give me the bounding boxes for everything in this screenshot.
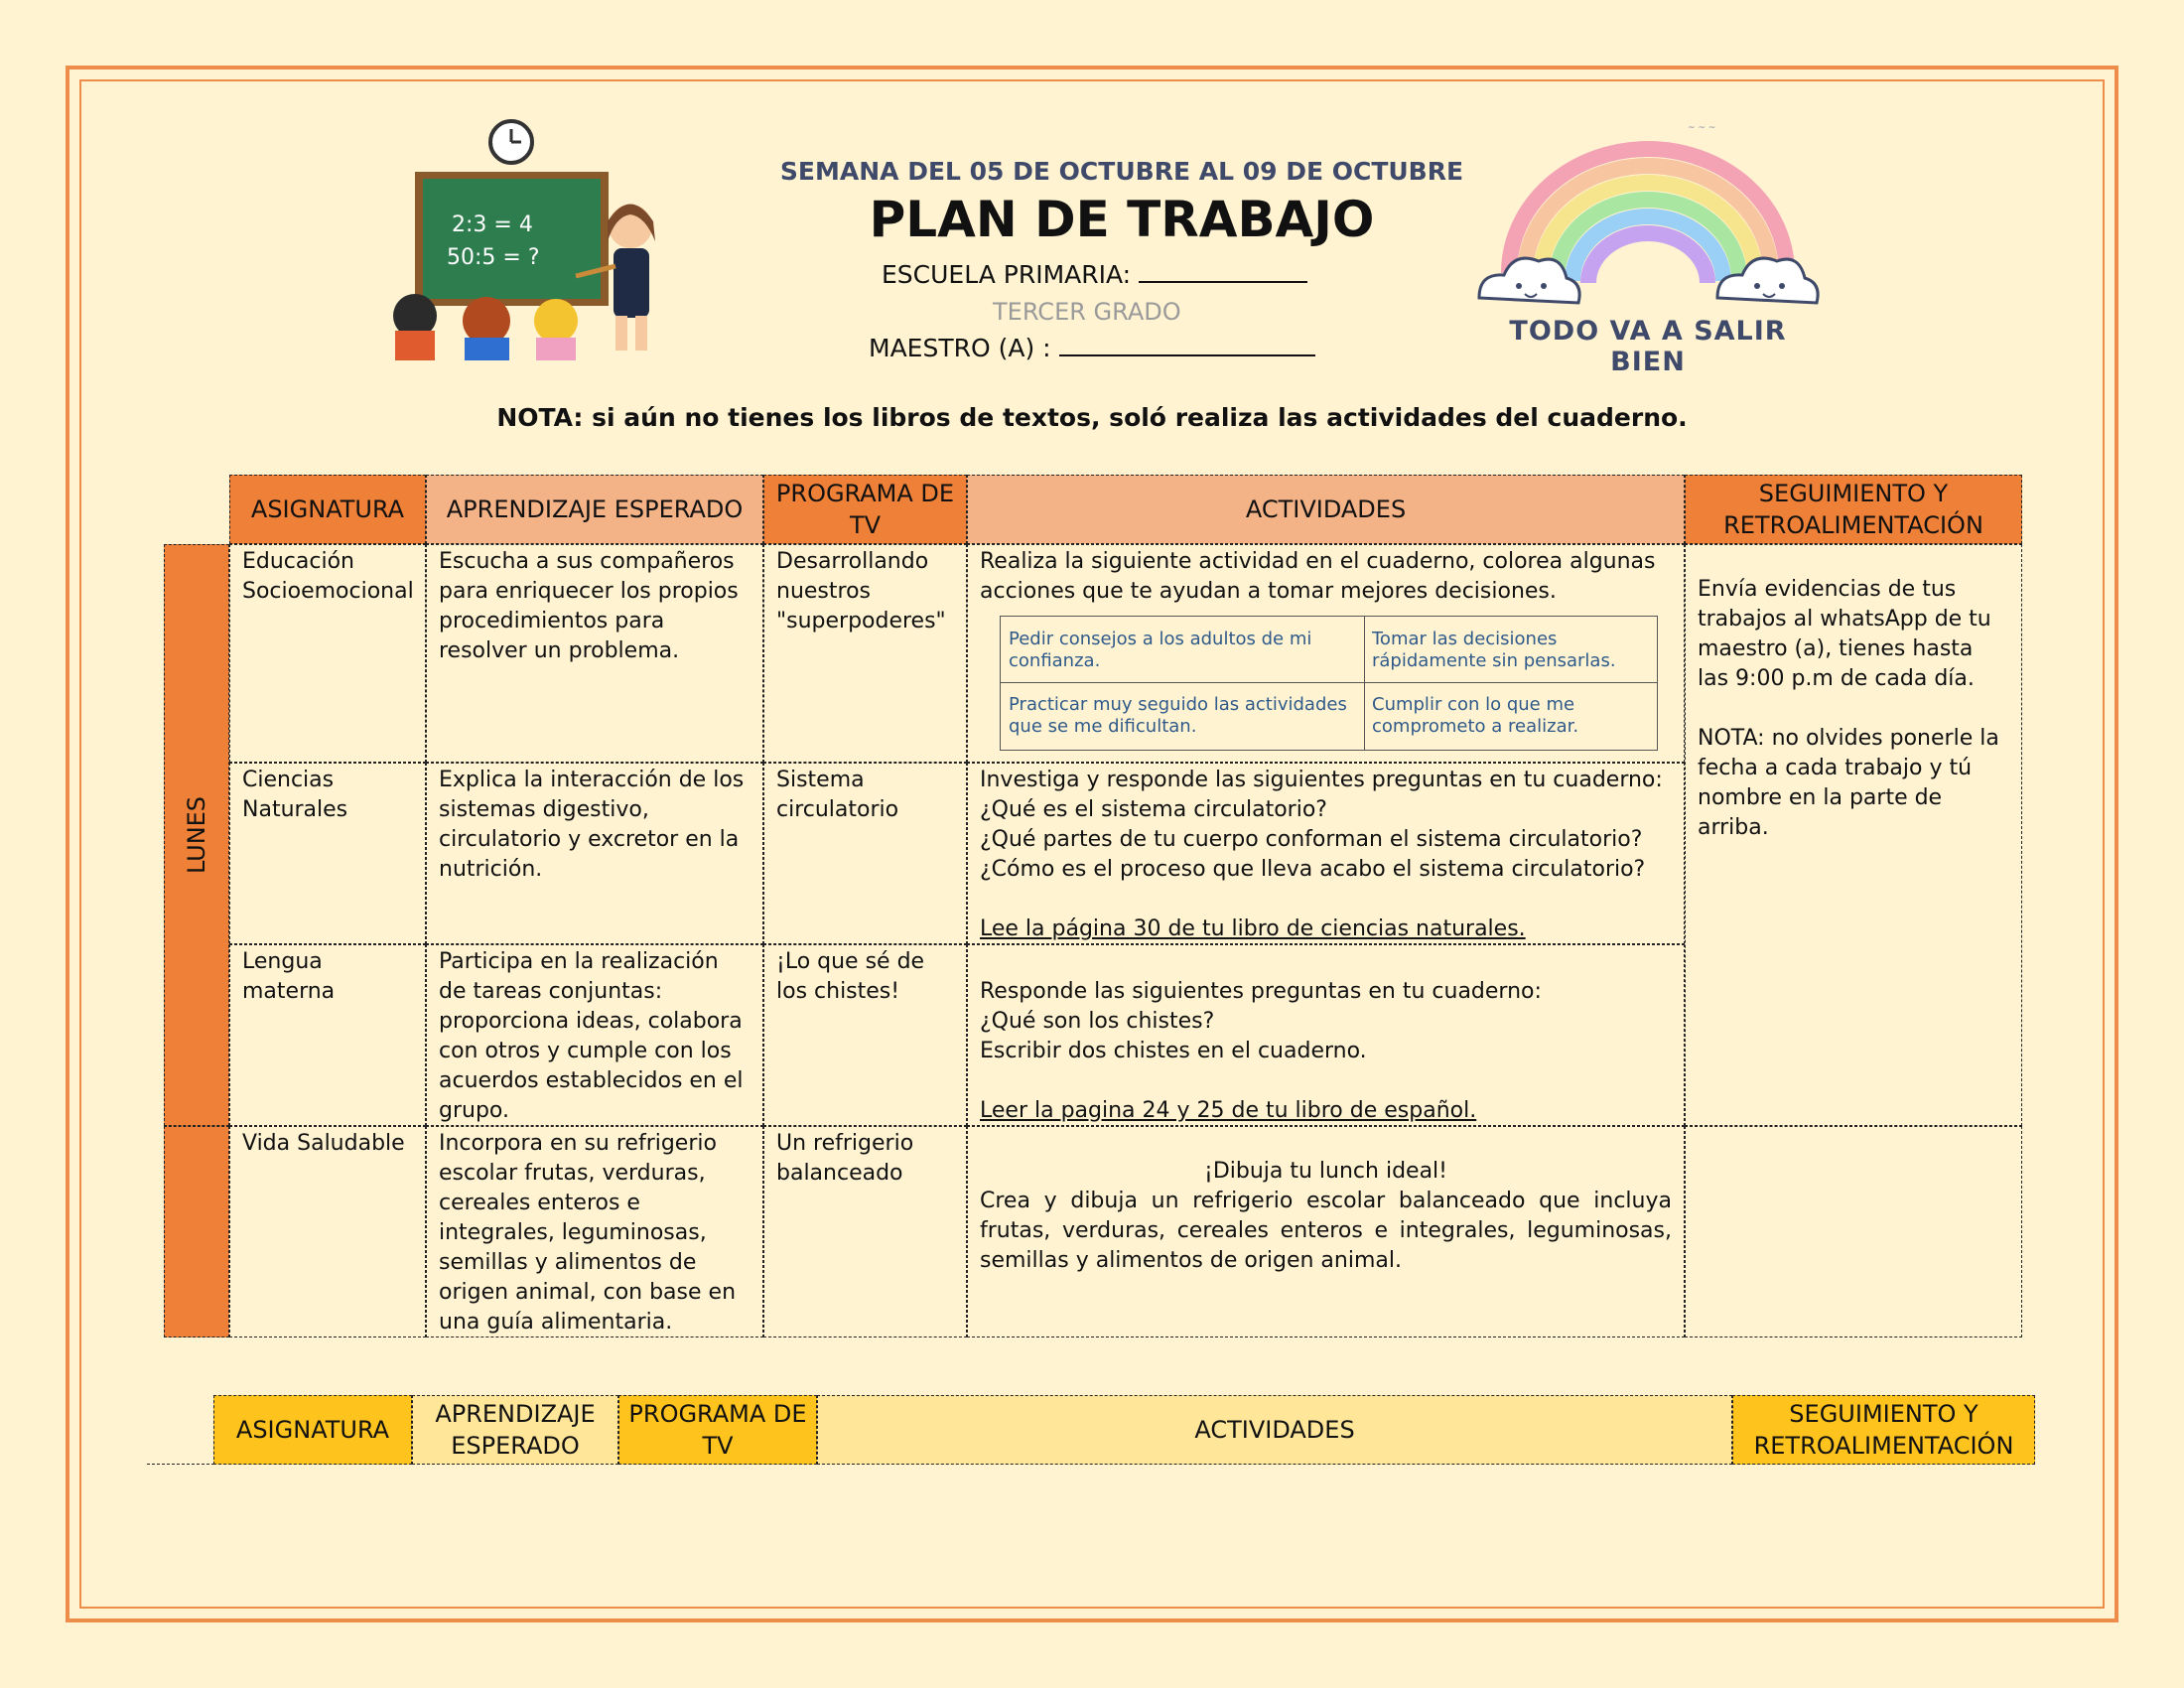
table2-left-rule xyxy=(147,1464,214,1465)
row3-line-3: Escribir dos chistes en el cuaderno. xyxy=(980,1039,1367,1063)
option-2: Tomar las decisiones rápidamente sin pensarlas. xyxy=(1372,629,1616,671)
row3-aprendizaje: Participa en la realización de tareas conjuntas: proporciona ideas, colabora con otros y cumple con los acuerdos establecidos en el grupo. xyxy=(426,944,763,1126)
decision-options-table xyxy=(1000,616,1658,751)
header-actividades: ACTIVIDADES xyxy=(967,475,1685,544)
row3-reading-link: Leer la pagina 24 y 25 de tu libro de español. xyxy=(980,1098,1477,1123)
row1-asignatura: Educación Socioemocional xyxy=(229,544,426,763)
row2-programa: Sistema circulatorio xyxy=(763,763,967,944)
row4-aprendizaje: Incorpora en su refrigerio escolar frutas, verduras, cereales enteros e integrales, leguminosas, semillas y alimentos de origen animal, con base en una guía alimentaria. xyxy=(426,1126,763,1337)
row1-actividad-text: Realiza la siguiente actividad en el cuaderno, colorea algunas acciones que te ayudan a tomar mejores decisiones. xyxy=(980,549,1656,604)
row4-programa: Un refrigerio balanceado xyxy=(763,1126,967,1337)
row4-seguimiento xyxy=(1685,1126,2022,1337)
rainbow-slogan: TODO VA A SALIR BIEN xyxy=(1509,316,1787,377)
header-asignatura: ASIGNATURA xyxy=(229,475,426,544)
teacher-field xyxy=(869,334,1315,362)
row4-activity-text: Crea y dibuja un refrigerio escolar balanceado que incluya frutas, verduras, cereales enteros e integrales, leguminosas, semillas y alimentos de origen animal. xyxy=(980,1189,1672,1273)
table2-header-actividades: ACTIVIDADES xyxy=(817,1395,1732,1465)
row2-actividades xyxy=(967,763,1685,944)
teacher-classroom-illustration xyxy=(377,117,675,360)
teacher-label: MAESTRO (A) : xyxy=(869,334,1051,362)
table2-header-aprendizaje: APRENDIZAJE ESPERADO xyxy=(412,1395,618,1465)
page-title: PLAN DE TRABAJO xyxy=(869,191,1375,248)
note-text: NOTA: si aún no tienes los libros de textos, soló realiza las actividades del cuaderno. xyxy=(496,403,1688,432)
option-3: Practicar muy seguido las actividades que se me dificultan. xyxy=(1009,694,1347,737)
table2-header-programa: PROGRAMA DE TV xyxy=(618,1395,817,1465)
row3-line-1: Responde las siguientes preguntas en tu cuaderno: xyxy=(980,979,1542,1004)
row4-asignatura: Vida Saludable xyxy=(229,1126,426,1337)
row2-line-4: ¿Cómo es el proceso que lleva acabo el sistema circulatorio? xyxy=(980,857,1646,882)
day-column-continued xyxy=(164,1126,229,1337)
school-label: ESCUELA PRIMARIA: xyxy=(882,260,1132,289)
table2-header-asignatura: ASIGNATURA xyxy=(213,1395,412,1465)
seguimiento-text-2: NOTA: no olvides ponerle la fecha a cada trabajo y tú nombre en la parte de arriba. xyxy=(1698,726,1999,840)
header-programa: PROGRAMA DE TV xyxy=(763,475,967,544)
seguimiento-text-1: Envía evidencias de tus trabajos al whatsApp de tu maestro (a), tienes hasta las 9:00 p.m de cada día. xyxy=(1698,577,1991,691)
row1-aprendizaje: Escucha a sus compañeros para enriquecer los propios procedimientos para resolver un problema. xyxy=(426,544,763,763)
row2-asignatura: Ciencias Naturales xyxy=(229,763,426,944)
row2-reading-link: Lee la página 30 de tu libro de ciencias naturales. xyxy=(980,916,1526,941)
row2-line-3: ¿Qué partes de tu cuerpo conforman el sistema circulatorio? xyxy=(980,827,1643,852)
option-1: Pedir consejos a los adultos de mi confianza. xyxy=(1009,629,1312,671)
svg-text:2:3 = 4: 2:3 = 4 xyxy=(452,212,533,237)
teacher-blank-line xyxy=(1059,335,1315,356)
row3-actividades xyxy=(967,944,1685,1126)
header-aprendizaje: APRENDIZAJE ESPERADO xyxy=(426,475,763,544)
table2-header-seguimiento: SEGUIMIENTO Y RETROALIMENTACIÓN xyxy=(1732,1395,2035,1465)
header-seguimiento: SEGUIMIENTO Y RETROALIMENTACIÓN xyxy=(1685,475,2022,544)
day-label: LUNES xyxy=(183,795,210,875)
row2-line-1: Investiga y responde las siguientes preguntas en tu cuaderno: xyxy=(980,768,1663,792)
week-range: SEMANA DEL 05 DE OCTUBRE AL 09 DE OCTUBRE xyxy=(779,157,1464,186)
row2-line-2: ¿Qué es el sistema circulatorio? xyxy=(980,797,1327,822)
row4-actividades xyxy=(967,1126,1685,1337)
row3-asignatura: Lengua materna xyxy=(229,944,426,1126)
row3-programa: ¡Lo que sé de los chistes! xyxy=(763,944,967,1126)
row3-line-2: ¿Qué son los chistes? xyxy=(980,1009,1215,1034)
row4-activity-title: ¡Dibuja tu lunch ideal! xyxy=(1204,1159,1447,1184)
seguimiento-cell xyxy=(1685,544,2022,1126)
designer-signature: ~ ~ ~ xyxy=(1688,123,1716,133)
row1-programa: Desarrollando nuestros "superpoderes" xyxy=(763,544,967,763)
svg-text:50:5 = ?: 50:5 = ? xyxy=(447,245,540,270)
school-blank-line xyxy=(1139,261,1307,283)
option-4: Cumplir con lo que me comprometo a realizar. xyxy=(1372,694,1579,737)
grade-label: TERCER GRADO xyxy=(993,298,1181,326)
row2-aprendizaje: Explica la interacción de los sistemas digestivo, circulatorio y excretor en la nutrición. xyxy=(426,763,763,944)
school-field xyxy=(882,260,1307,289)
